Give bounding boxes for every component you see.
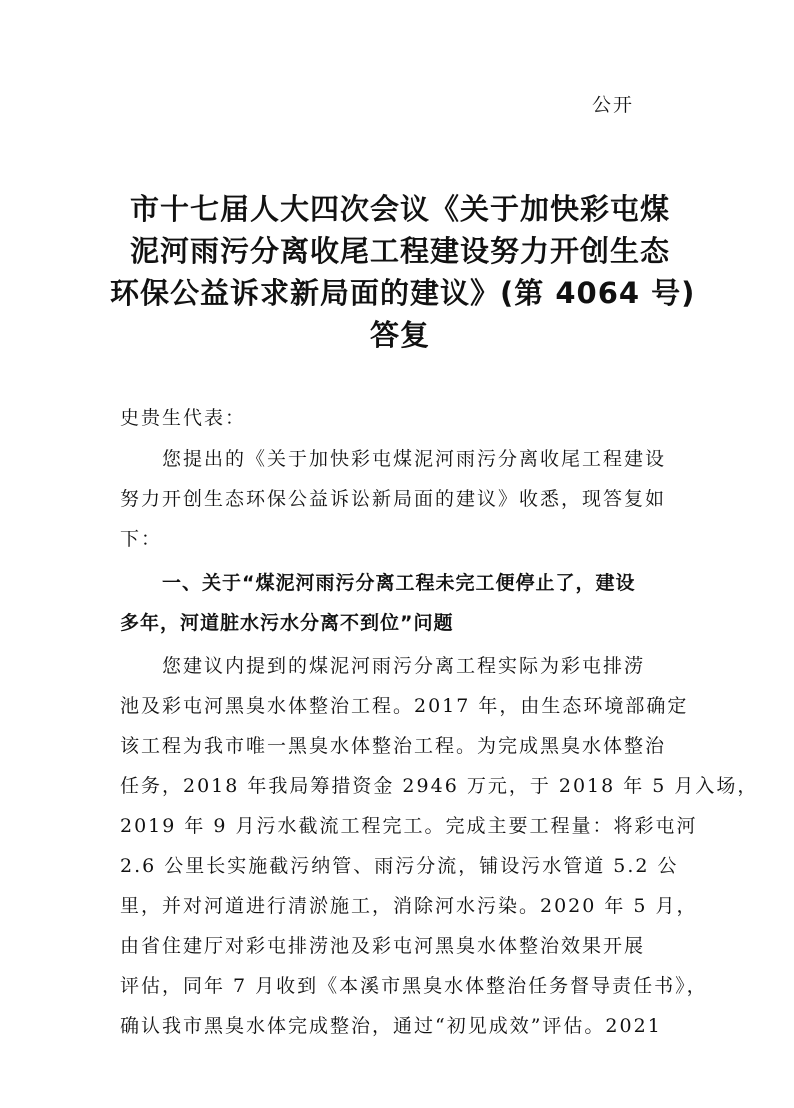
paragraph-1 [120, 439, 680, 559]
paragraph-line: 由省住建厅对彩屯排涝池及彩屯河黑臭水体整治效果开展 [120, 935, 646, 957]
paragraph-line: 您建议内提到的煤泥河雨污分离工程实际为彩屯排涝 [162, 655, 646, 677]
title-line: 市十七届人大四次会议《关于加快彩屯煤 [129, 192, 670, 226]
title-line: 环保公益诉求新局面的建议》(第 4064 号) [110, 276, 696, 310]
document-title [110, 188, 696, 356]
salutation: 史贵生代表： [120, 407, 247, 429]
title-line: 答复 [369, 318, 430, 352]
paragraph-line: 任务，2018 年我局筹措资金 2946 万元，于 2018 年 5 月入场， [120, 775, 759, 797]
section-1-heading [120, 563, 680, 643]
paragraph-line: 2.6 公里长实施截污纳管、雨污分流，铺设污水管道 5.2 公 [120, 855, 679, 877]
paragraph-line: 确认我市黑臭水体完成整治，通过“初见成效”评估。2021 [120, 1015, 662, 1037]
paragraph-line: 该工程为我市唯一黑臭水体整治工程。为完成黑臭水体整治 [120, 735, 667, 757]
paragraph-line: 您提出的《关于加快彩屯煤泥河雨污分离收尾工程建设 [162, 448, 667, 470]
paragraph-line: 2019 年 9 月污水截流工程完工。完成主要工程量：将彩屯河 [120, 815, 698, 837]
title-line: 泥河雨污分离收尾工程建设努力开创生态 [129, 234, 670, 268]
disclosure-label: 公开 [592, 94, 635, 116]
paragraph-line: 池及彩屯河黑臭水体整治工程。2017 年，由生态环境部确定 [120, 695, 689, 717]
heading-line: 一、关于“煤泥河雨污分离工程未完工便停止了，建设 [162, 572, 636, 594]
heading-line: 多年，河道脏水污水分离不到位”问题 [120, 612, 454, 634]
paragraph-line: 里，并对河道进行清淤施工，消除河水污染。2020 年 5 月， [120, 895, 698, 917]
paragraph-line: 下： [120, 528, 163, 550]
paragraph-line: 努力开创生态环保公益诉讼新局面的建议》收悉，现答复如 [120, 488, 667, 510]
paragraph-2 [120, 646, 759, 1046]
paragraph-line: 评估，同年 7 月收到《本溪市黑臭水体整治任务督导责任书》， [120, 975, 708, 997]
